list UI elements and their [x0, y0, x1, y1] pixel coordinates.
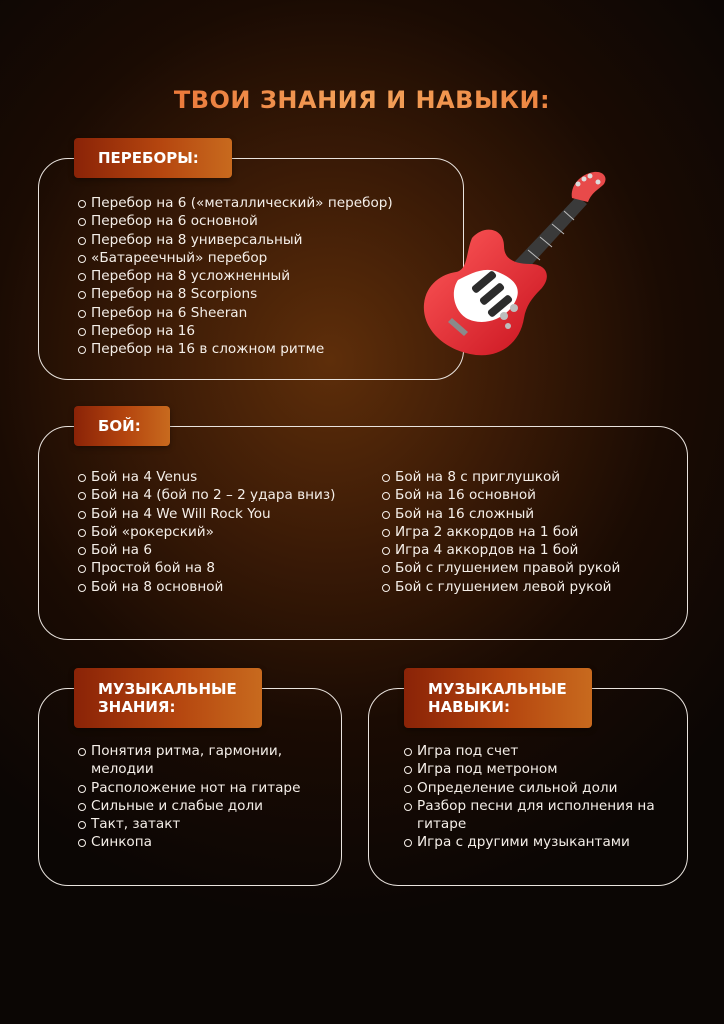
list-item-text: Перебор на 8 универсальный — [91, 231, 303, 248]
list-item — [78, 797, 328, 815]
list-item — [382, 486, 672, 504]
circle-bullet-icon — [382, 474, 390, 482]
skills-tag-line1: МУЗЫКАЛЬНЫЕ — [428, 680, 567, 698]
circle-bullet-icon — [404, 748, 412, 756]
list-item-text: Перебор на 8 Scorpions — [91, 286, 258, 303]
list-item-text: Понятия ритма, гармонии, мелодии — [91, 743, 283, 778]
circle-bullet-icon — [78, 346, 86, 354]
list-item-text: Бой на 4 We Will Rock You — [91, 505, 271, 522]
electric-guitar-icon — [412, 168, 612, 368]
list-item — [78, 742, 328, 779]
list-item — [382, 559, 672, 577]
list-item — [404, 797, 674, 834]
list-item-text: Сильные и слабые доли — [91, 797, 264, 814]
list-item — [382, 578, 672, 596]
list-item — [78, 559, 368, 577]
boy-tag: БОЙ: — [74, 406, 170, 446]
boy-list-right — [382, 468, 672, 596]
list-item — [404, 833, 674, 851]
list-item-text: Игра с другими музыкантами — [417, 834, 630, 851]
list-item-text: Игра под метроном — [417, 761, 558, 778]
circle-bullet-icon — [404, 839, 412, 847]
circle-bullet-icon — [78, 255, 86, 263]
list-item-text: Бой на 8 с приглушкой — [395, 469, 561, 485]
list-item — [78, 231, 438, 249]
list-item — [78, 468, 368, 486]
list-item-text: Такт, затакт — [91, 816, 181, 833]
list-item-text: Перебор на 16 — [91, 323, 196, 340]
list-item-text: Бой с глушением правой рукой — [395, 560, 621, 577]
list-item — [78, 304, 438, 322]
perebory-list — [78, 194, 438, 359]
list-item — [78, 578, 368, 596]
boy-list-left — [78, 468, 368, 596]
knowledge-tag-line2: ЗНАНИЯ: — [98, 698, 176, 716]
list-item-text: Перебор на 8 усложненный — [91, 268, 291, 285]
list-item — [382, 523, 672, 541]
list-item — [78, 505, 368, 523]
skills-tag-line2: НАВЫКИ: — [428, 698, 510, 716]
list-item-text: Бой с глушением левой рукой — [395, 578, 612, 595]
list-item — [382, 468, 672, 486]
circle-bullet-icon — [382, 529, 390, 537]
list-item-text: Перебор на 16 в сложном ритме — [91, 341, 325, 358]
list-item — [78, 249, 438, 267]
list-item — [78, 212, 438, 230]
list-item — [78, 541, 368, 559]
list-item-text: Бой на 16 сложный — [395, 505, 535, 522]
list-item — [404, 760, 674, 778]
circle-bullet-icon — [404, 766, 412, 774]
circle-bullet-icon — [78, 474, 86, 482]
list-item-text: Перебор на 6 («металлический» перебор) — [91, 195, 393, 211]
list-item-text: Расположение нот на гитаре — [91, 779, 301, 796]
perebory-tag: ПЕРЕБОРЫ: — [74, 138, 232, 178]
list-item-text: Игра 2 аккордов на 1 бой — [395, 523, 579, 540]
knowledge-tag-line1: МУЗЫКАЛЬНЫЕ — [98, 680, 237, 698]
circle-bullet-icon — [78, 273, 86, 281]
list-item — [78, 194, 438, 212]
list-item-text: Бой на 4 Venus — [91, 469, 198, 485]
circle-bullet-icon — [382, 547, 390, 555]
circle-bullet-icon — [382, 492, 390, 500]
circle-bullet-icon — [78, 529, 86, 537]
list-item-text: Бой на 16 основной — [395, 487, 537, 504]
list-item — [78, 486, 368, 504]
list-item-text: Определение сильной доли — [417, 779, 618, 796]
list-item — [78, 523, 368, 541]
list-item-text: Бой на 8 основной — [91, 578, 224, 595]
list-item-text: Синкопа — [91, 834, 152, 851]
circle-bullet-icon — [78, 200, 86, 208]
list-item-text: Простой бой на 8 — [91, 560, 216, 577]
circle-bullet-icon — [78, 584, 86, 592]
skills-list — [404, 742, 674, 852]
list-item-text: Игра под счет — [417, 743, 519, 759]
knowledge-tag — [74, 668, 262, 728]
circle-bullet-icon — [78, 748, 86, 756]
knowledge-list — [78, 742, 328, 852]
circle-bullet-icon — [78, 218, 86, 226]
circle-bullet-icon — [382, 511, 390, 519]
circle-bullet-icon — [78, 821, 86, 829]
list-item — [78, 267, 438, 285]
list-item-text: Бой на 4 (бой по 2 – 2 удара вниз) — [91, 487, 336, 504]
list-item-text: Игра 4 аккордов на 1 бой — [395, 542, 579, 559]
list-item — [78, 340, 438, 358]
list-item-text: Бой «рокерский» — [91, 523, 214, 540]
circle-bullet-icon — [404, 803, 412, 811]
list-item — [78, 285, 438, 303]
circle-bullet-icon — [404, 785, 412, 793]
circle-bullet-icon — [78, 839, 86, 847]
list-item-text: Бой на 6 — [91, 542, 152, 559]
list-item — [404, 742, 674, 760]
circle-bullet-icon — [382, 584, 390, 592]
circle-bullet-icon — [78, 310, 86, 318]
list-item-text: «Батареечный» перебор — [91, 249, 268, 266]
circle-bullet-icon — [78, 492, 86, 500]
list-item-text: Перебор на 6 основной — [91, 213, 258, 230]
circle-bullet-icon — [78, 803, 86, 811]
list-item-text: Разбор песни для исполнения на гитаре — [417, 797, 655, 833]
list-item — [78, 833, 328, 851]
circle-bullet-icon — [78, 785, 86, 793]
list-item — [404, 779, 674, 797]
circle-bullet-icon — [78, 547, 86, 555]
circle-bullet-icon — [78, 291, 86, 299]
list-item — [78, 322, 438, 340]
list-item — [382, 541, 672, 559]
circle-bullet-icon — [78, 511, 86, 519]
circle-bullet-icon — [78, 237, 86, 245]
list-item — [78, 815, 328, 833]
circle-bullet-icon — [78, 565, 86, 573]
skills-tag — [404, 668, 592, 728]
page-title: ТВОИ ЗНАНИЯ И НАВЫКИ: — [0, 86, 724, 114]
list-item — [78, 779, 328, 797]
circle-bullet-icon — [382, 565, 390, 573]
list-item — [382, 505, 672, 523]
list-item-text: Перебор на 6 Sheeran — [91, 304, 248, 321]
circle-bullet-icon — [78, 328, 86, 336]
